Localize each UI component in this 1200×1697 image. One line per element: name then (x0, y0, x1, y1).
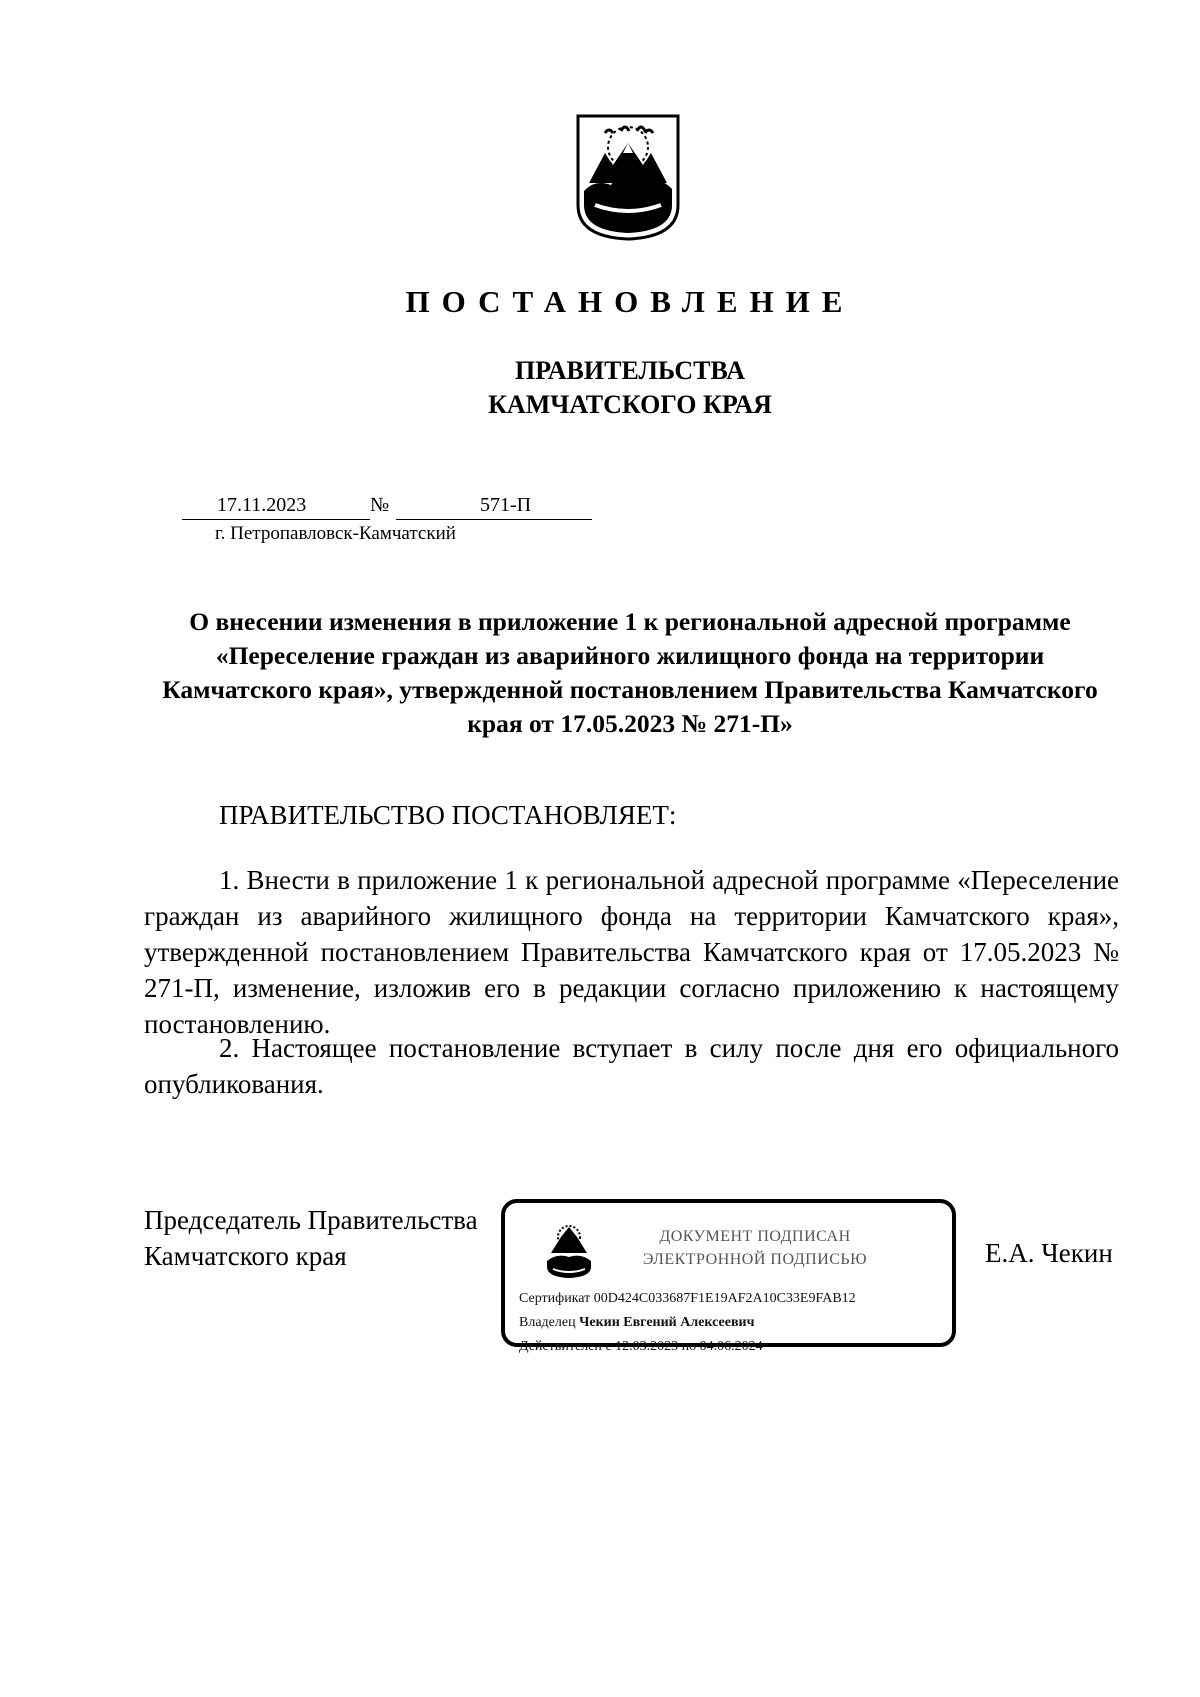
digital-signature-stamp (501, 1199, 956, 1354)
stamp-title (605, 1225, 905, 1271)
signatory-title (144, 1202, 478, 1274)
document-type-heading: ПОСТАНОВЛЕНИЕ (405, 284, 855, 319)
city-label: г. Петропавловск-Камчатский (215, 523, 456, 544)
stamp-cert-value: 00D424C033687F1E19AF2A10C33E9FAB12 (593, 1291, 856, 1306)
issuer-line-1: ПРАВИТЕЛЬСТВА (515, 356, 745, 385)
document-subject: О внесении изменения в приложение 1 к региональной адресной программе «Переселение граждан из аварийного жилищного фонда на территории Камчатского края», утвержденной постановлением Правительства Камчатского края от 17.05.2023 № 271-П» (162, 607, 1098, 738)
stamp-valid-from-word: с (605, 1339, 612, 1354)
number-sign: № (370, 494, 390, 516)
stamp-valid-label: Действителен (519, 1339, 602, 1354)
stamp-title-line-2: ЭЛЕКТРОННОЙ ПОДПИСЬЮ (642, 1251, 868, 1268)
stamp-cert-label: Сертификат (519, 1291, 591, 1306)
document-date: 17.11.2023 (217, 494, 307, 516)
decree-heading: ПРАВИТЕЛЬСТВО ПОСТАНОВЛЯЕТ: (219, 800, 677, 830)
document-number: 571-П (480, 494, 532, 516)
stamp-valid-to-word: по (681, 1339, 697, 1354)
stamp-owner-value: Чекин Евгений Алексеевич (579, 1315, 755, 1330)
stamp-valid-to: 04.06.2024 (699, 1339, 763, 1354)
stamp-owner-label: Владелец (519, 1315, 576, 1330)
issuer-heading (0, 354, 1200, 422)
stamp-valid-from: 12.03.2023 (615, 1339, 679, 1354)
kamchatka-emblem-icon (575, 113, 681, 241)
stamp-validity (519, 1339, 763, 1355)
signatory-title-line-1: Председатель Правительства (144, 1205, 478, 1235)
issuer-line-2: КАМЧАТСКОГО КРАЯ (488, 390, 772, 419)
signatory-title-line-2: Камчатского края (144, 1241, 347, 1271)
stamp-emblem-icon (545, 1223, 593, 1279)
paragraph-1: 1. Внести в приложение 1 к региональной адресной программе «Переселение граждан из аварийного жилищного фонда на территории Камчатского края», утвержденной постановлением Правительства Камчатского края от 17.05.2023 № 271-П, изменение, изложив его в редакции согласно приложению к настоящему постановлению. (144, 865, 1119, 1039)
stamp-owner (519, 1315, 754, 1331)
stamp-title-line-1: ДОКУМЕНТ ПОДПИСАН (659, 1228, 851, 1245)
paragraph-2: 2. Настоящее постановление вступает в силу после дня его официального опубликования. (144, 1033, 1119, 1099)
date-number-line (182, 494, 592, 520)
stamp-certificate (519, 1291, 856, 1307)
signatory-name: Е.А. Чекин (985, 1238, 1113, 1268)
